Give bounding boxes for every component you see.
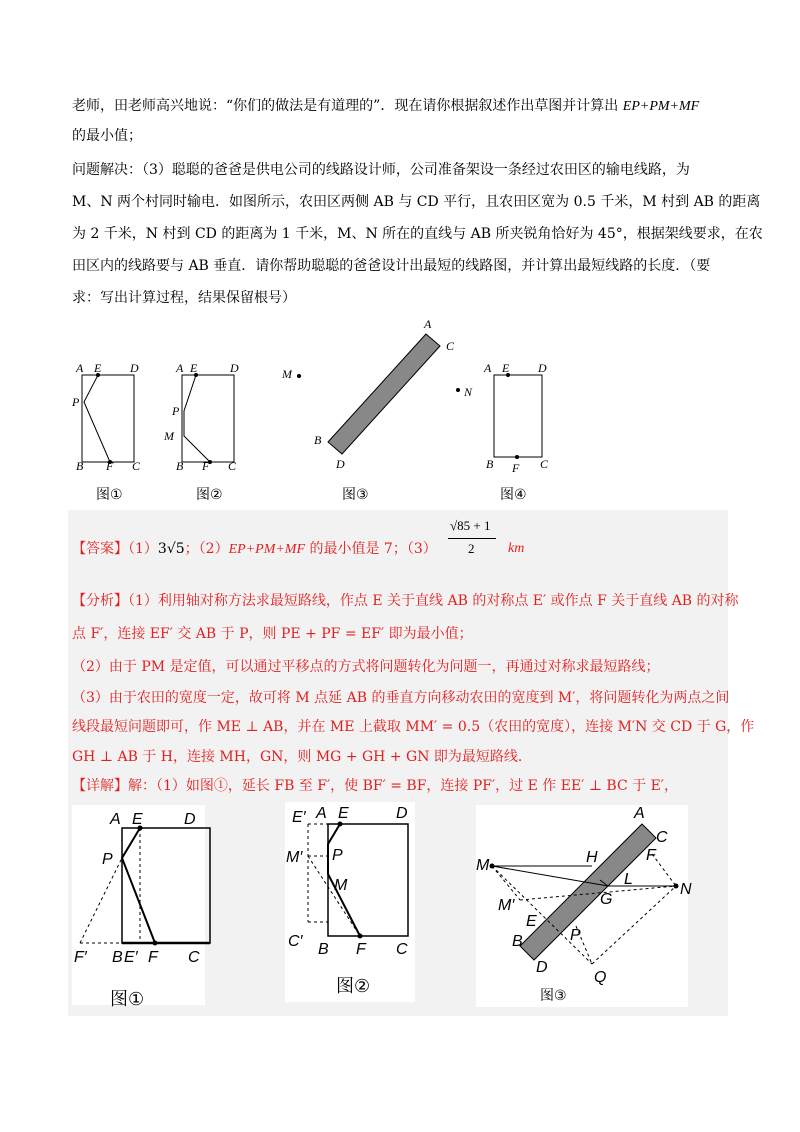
svg-text:G: G xyxy=(600,891,613,908)
svg-text:B: B xyxy=(314,433,322,447)
svg-text:A: A xyxy=(424,317,432,331)
svg-text:A: A xyxy=(176,361,184,375)
svg-text:E: E xyxy=(526,913,537,930)
problem-line-3: 问题解决：（3）聪聪的爸爸是供电公司的线路设计师，公司准备架设一条经过农田区的输电线路，为 xyxy=(72,162,690,178)
svg-text:C: C xyxy=(188,949,200,966)
problem-line-2: 的最小值； xyxy=(72,128,142,144)
bottom-figures xyxy=(60,800,740,1015)
svg-text:C: C xyxy=(396,941,408,958)
answer-fraction-denominator: 2 xyxy=(468,541,475,556)
svg-text:N: N xyxy=(464,385,473,399)
svg-text:A: A xyxy=(76,361,84,375)
top-caption-2: 图② xyxy=(196,487,223,503)
top-figures xyxy=(60,310,580,500)
svg-text:F: F xyxy=(202,459,210,473)
answer-label: 【答案】 xyxy=(72,541,128,557)
svg-text:C: C xyxy=(446,339,455,353)
answer-line: 【答案】（1）3√5；（2）EP+PM+MF 的最小值是 7；（3） xyxy=(72,541,437,557)
svg-text:P: P xyxy=(72,395,80,409)
top-figure-4 xyxy=(494,375,542,457)
svg-text:L: L xyxy=(624,871,633,888)
top-figure-1 xyxy=(82,375,134,462)
problem-line-6: 田区内的线路要与 AB 垂直．请你帮助聪聪的爸爸设计出最短的线路图，并计算出最短线路的长度．（要 xyxy=(72,258,711,274)
svg-text:F′: F′ xyxy=(74,949,87,966)
top-caption-1: 图① xyxy=(96,487,123,503)
svg-text:N: N xyxy=(680,881,692,898)
svg-text:M: M xyxy=(282,367,292,381)
svg-text:A: A xyxy=(484,361,492,375)
analysis-line-4: （3）由于农田的宽度一定，故可将 M 点延 AB 的垂直方向移动农田的宽度到 M′，将问题转化为两点之间 xyxy=(72,690,730,706)
svg-text:D: D xyxy=(184,811,196,828)
svg-text:M: M xyxy=(334,877,348,894)
svg-text:E′: E′ xyxy=(124,949,138,966)
svg-text:C: C xyxy=(540,457,549,471)
svg-text:C: C xyxy=(228,459,237,473)
svg-text:E: E xyxy=(338,805,349,822)
svg-text:E: E xyxy=(94,361,102,375)
fraction-bar xyxy=(448,538,496,539)
svg-text:P: P xyxy=(102,851,113,868)
top-figure-2 xyxy=(182,375,234,462)
svg-text:A: A xyxy=(316,805,327,822)
bottom-caption-2: 图② xyxy=(336,976,371,997)
svg-text:H: H xyxy=(586,849,598,866)
top-caption-4: 图④ xyxy=(500,487,527,503)
svg-text:E: E xyxy=(132,811,143,828)
detail-label: 【详解】 xyxy=(72,778,128,794)
svg-text:M: M xyxy=(164,429,174,443)
bottom-caption-1: 图① xyxy=(110,989,145,1010)
analysis-line-2: 点 F′，连接 EF′ 交 AB 于 P，则 PE + PF = EF′ 即为最小值； xyxy=(72,626,473,642)
svg-text:B: B xyxy=(112,949,123,966)
svg-text:B: B xyxy=(512,933,523,950)
problem-line-1: 老师，田老师高兴地说：“你们的做法是有道理的”．现在请你根据叙述作出草图并计算出 EP+PM+MF xyxy=(72,98,700,114)
svg-text:B: B xyxy=(176,459,184,473)
svg-text:P: P xyxy=(332,847,343,864)
svg-text:C′: C′ xyxy=(288,933,303,950)
svg-text:C: C xyxy=(656,829,668,846)
svg-text:F: F xyxy=(106,459,114,473)
bottom-figure-2 xyxy=(308,824,408,936)
top-caption-3: 图③ xyxy=(342,487,369,503)
svg-text:P: P xyxy=(172,404,180,418)
svg-text:D: D xyxy=(536,959,548,976)
svg-text:D: D xyxy=(396,805,408,822)
svg-text:E′: E′ xyxy=(292,809,306,826)
svg-text:D: D xyxy=(538,361,547,375)
svg-text:D: D xyxy=(230,361,239,375)
answer-unit: km xyxy=(508,541,525,556)
svg-text:A: A xyxy=(634,805,645,822)
svg-text:B: B xyxy=(76,459,84,473)
analysis-line-5: 线段最短问题即可，作 ME ⊥ AB，并在 ME 上截取 MM′ = 0.5（农田的宽度），连接 M′N 交 CD 于 G，作 xyxy=(72,719,755,735)
svg-text:F: F xyxy=(356,941,366,958)
analysis-line-3: （2）由于 PM 是定值，可以通过平移点的方式将问题转化为问题一，再通过对称求最短路线； xyxy=(72,659,660,675)
svg-text:F: F xyxy=(148,949,158,966)
problem-line-4: M、N 两个村同时输电．如图所示，农田区两侧 AB 与 CD 平行，且农田区宽为 0.5 千米，M 村到 AB 的距离 xyxy=(72,194,761,210)
svg-text:B: B xyxy=(318,941,329,958)
svg-text:Q: Q xyxy=(594,969,607,986)
svg-text:A: A xyxy=(110,811,121,828)
detail-line: 【详解】解：（1）如图①，延长 FB 至 F′，使 BF′ = BF，连接 PF′，过 E 作 EE′ ⊥ BC 于 E′， xyxy=(72,778,678,794)
svg-text:M′: M′ xyxy=(286,849,303,866)
svg-text:M′: M′ xyxy=(498,897,515,914)
answer-fraction-numerator: √85 + 1 xyxy=(450,518,491,533)
analysis-line-1: 【分析】（1）利用轴对称方法求最短路线，作点 E 关于直线 AB 的对称点 E′ 或作点 F 关于直线 AB 的对称 xyxy=(72,593,739,609)
svg-text:M: M xyxy=(476,857,490,874)
analysis-line-6: GH ⊥ AB 于 H，连接 MH，GN，则 MG + GH + GN 即为最短路线． xyxy=(72,749,532,765)
analysis-label: 【分析】 xyxy=(72,593,128,609)
svg-text:D: D xyxy=(130,361,139,375)
svg-text:B: B xyxy=(486,457,494,471)
bottom-figure-1 xyxy=(80,828,210,943)
problem-line-7: 求：写出计算过程，结果保留根号） xyxy=(72,290,296,306)
svg-text:F: F xyxy=(646,847,656,864)
top-figure-3 xyxy=(328,334,440,454)
svg-text:P: P xyxy=(570,927,581,944)
bottom-caption-3: 图③ xyxy=(540,988,567,1004)
svg-text:D: D xyxy=(336,457,345,471)
svg-text:C: C xyxy=(132,459,141,473)
problem-line-5: 为 2 千米，N 村到 CD 的距离为 1 千米，M、N 所在的直线与 AB 所夹锐角恰好为 45°，根据架线要求，在农 xyxy=(72,226,763,242)
svg-text:E: E xyxy=(502,361,510,375)
svg-text:F: F xyxy=(512,461,520,475)
svg-text:E: E xyxy=(190,361,198,375)
